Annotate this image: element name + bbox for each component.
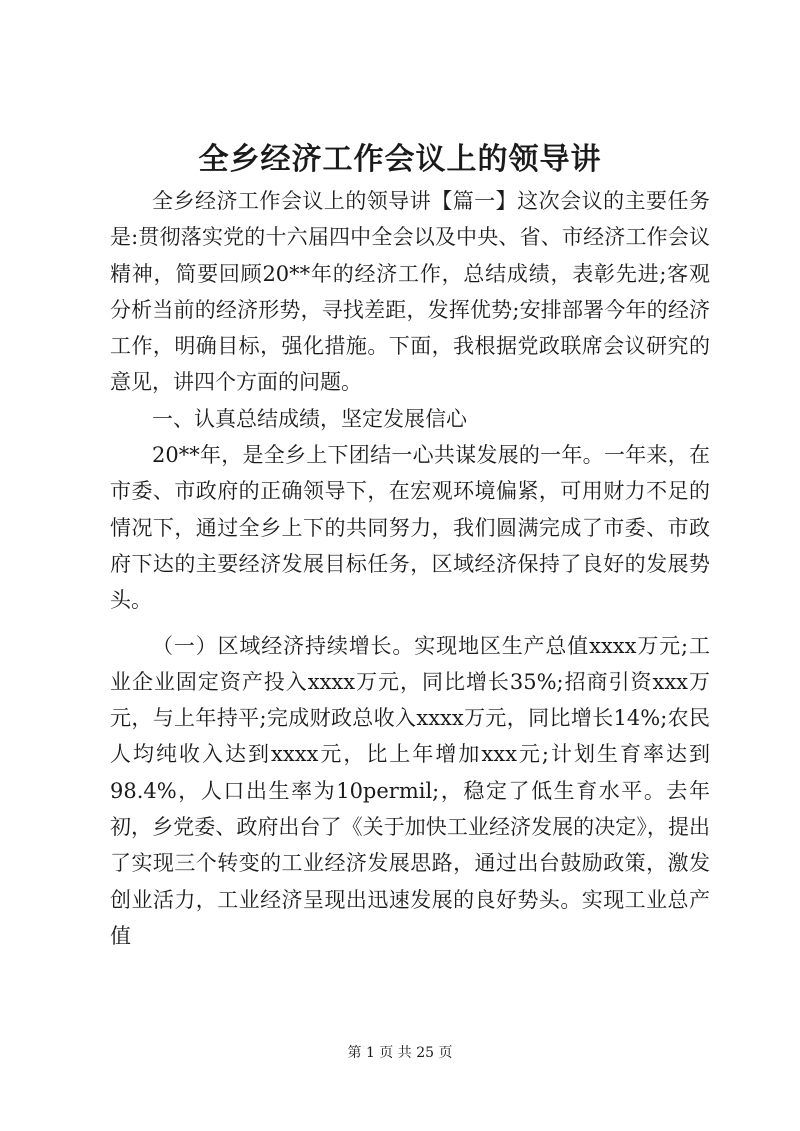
page-footer: 第 1 页 共 25 页 xyxy=(347,1045,453,1061)
paragraph-summary: 20**年，是全乡上下团结一心共谋发展的一年。一年来，在市委、市政府的正确领导下，在宏观环境偏紧，可用财力不足的情况下，通过全乡上下的共同努力，我们圆满完成了市委、市政府下达的主要经济发展目标任务，区域经济保持了良好的发展势头。 xyxy=(110,443,710,613)
document-body xyxy=(110,183,710,954)
document-title: 全乡经济工作会议上的领导讲 xyxy=(198,142,602,177)
paragraph-intro: 全乡经济工作会议上的领导讲【篇一】这次会议的主要任务是:贯彻落实党的十六届四中全会以及中央、省、市经济工作会议精神，简要回顾20**年的经济工作，总结成绩，表彰先进;客观分析当前的经济形势，寻找差距，发挥优势;安排部署今年的经济工作，明确目标，强化措施。下面，我根据党政联席会议研究的意见，讲四个方面的问题。 xyxy=(110,189,710,395)
section-heading: 一、认真总结成绩，坚定发展信心 xyxy=(152,406,467,431)
paragraph-economy: （一）区域经济持续增长。实现地区生产总值xxxx万元;工业企业固定资产投入xxxx万元，同比增长35%;招商引资xxx万元，与上年持平;完成财政总收入xxxx万元，同比增长14%;农民人均纯收入达到xxxx元，比上年增加xxx元;计划生育率达到98.4%，人口出生率为10permil;，稳定了低生育水平。去年初，乡党委、政府出台了《关于加快工业经济发展的决定》，提出了实现三个转变的工业经济发展思路，通过出台鼓励政策，激发创业活力，工业经济呈现出迅速发展的良好势头。实现工业总产值 xyxy=(110,633,710,948)
